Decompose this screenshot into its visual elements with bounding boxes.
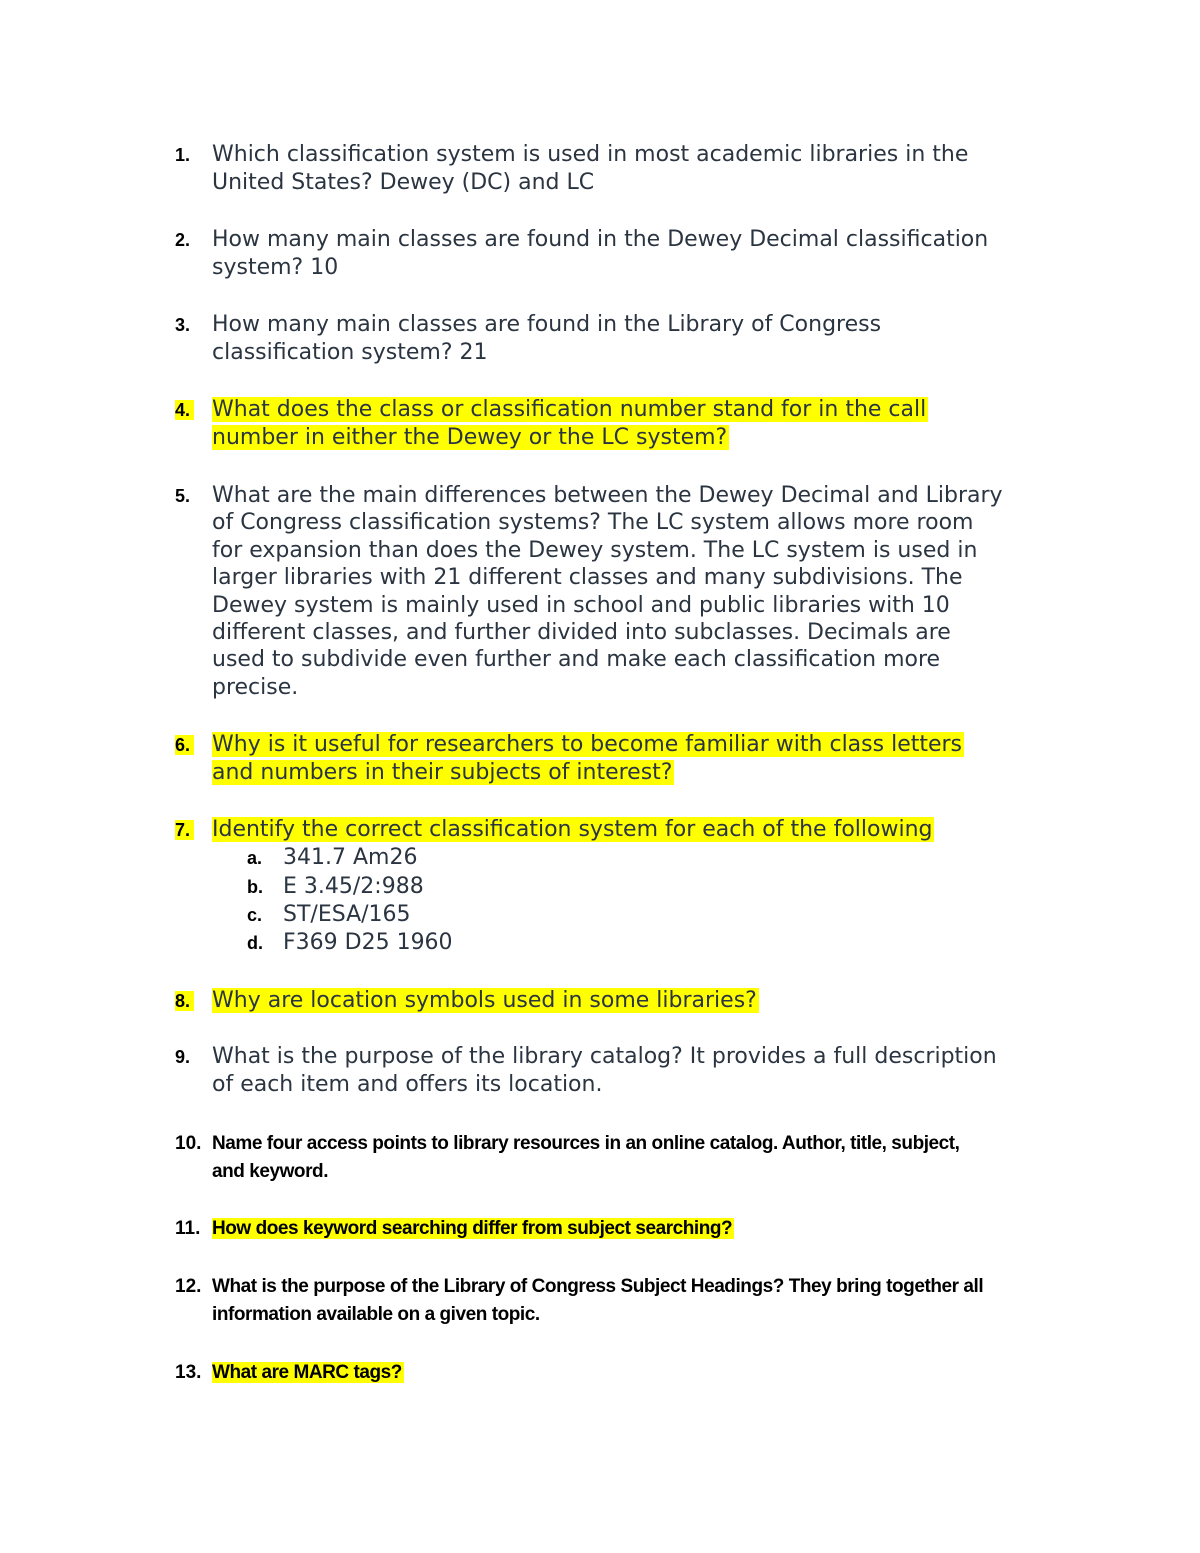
question-number: 6. [175,731,194,759]
question-text: What is the purpose of the library catalog? It provides a full description of each item and offers its location. [212,1044,997,1097]
question-number: 8. [175,987,194,1015]
question-number: 12. [175,1276,202,1297]
question-text: How many main classes are found in the Library of Congress classification system? 21 [212,312,882,365]
list-item [247,929,453,957]
question-1 [175,141,1075,197]
question-text: How many main classes are found in the Dewey Decimal classification system? 10 [212,227,989,280]
list-item-letter: d. [247,933,263,953]
question-text: Identify the correct classification system for each of the following [212,817,933,842]
question-number: 3. [175,315,191,335]
question-7 [175,816,1075,844]
question-number: 4. [175,396,194,424]
call-number: E 3.45/2:988 [283,874,424,899]
question-3 [175,311,1075,367]
question-11 [175,1215,1075,1243]
list-item-letter: c. [247,905,263,925]
question-text: Which classification system is used in most academic libraries in the United States? Dewey (DC) and LC [212,142,969,195]
question-text: What is the purpose of the Library of Congress Subject Headings? They bring together all information available on a given topic. [212,1276,984,1325]
question-10 [175,1130,1075,1186]
list-item [247,844,417,872]
question-text: Why is it useful for researchers to become familiar with class letters and numbers in their subjects of interest? [212,732,963,785]
question-number: 10. [175,1133,202,1154]
question-text: How does keyword searching differ from subject searching? [212,1218,733,1239]
question-text: What are MARC tags? [212,1362,402,1383]
question-number: 13. [175,1362,202,1383]
question-2 [175,226,1075,282]
question-text: What does the class or classification number stand for in the call number in either the Dewey or the LC system? [212,397,927,450]
list-item [247,873,424,901]
question-number: 2. [175,230,191,250]
question-9 [175,1043,1075,1099]
list-item-letter: b. [247,877,263,897]
list-item [247,901,411,929]
question-number: 9. [175,1047,191,1067]
question-8 [175,987,1075,1015]
question-text: What are the main differences between the Dewey Decimal and Library of Congress classification systems? The LC system allows more room for expansion than does the Dewey system. The LC system is used in larger libraries with 21 different classes and many subdivisions. The Dewey system is mainly used in school and public libraries with 10 different classes, and further divided into subclasses. Decimals are used to subdivide even further and make each classification more precise. [212,483,1003,700]
question-number: 1. [175,145,191,165]
question-13 [175,1359,1075,1387]
question-text: Name four access points to library resources in an online catalog. Author, title, subject, and keyword. [212,1133,960,1182]
question-5 [175,482,1075,701]
question-text: Why are location symbols used in some libraries? [212,988,757,1013]
call-number: F369 D25 1960 [283,930,453,955]
call-number: 341.7 Am26 [283,845,418,870]
question-6 [175,731,1075,787]
question-number: 7. [175,816,194,844]
list-item-letter: a. [247,848,263,868]
question-4 [175,396,1075,452]
question-number: 11. [175,1218,201,1239]
call-number: ST/ESA/165 [283,902,411,927]
question-12 [175,1273,1075,1329]
question-number: 5. [175,486,191,506]
